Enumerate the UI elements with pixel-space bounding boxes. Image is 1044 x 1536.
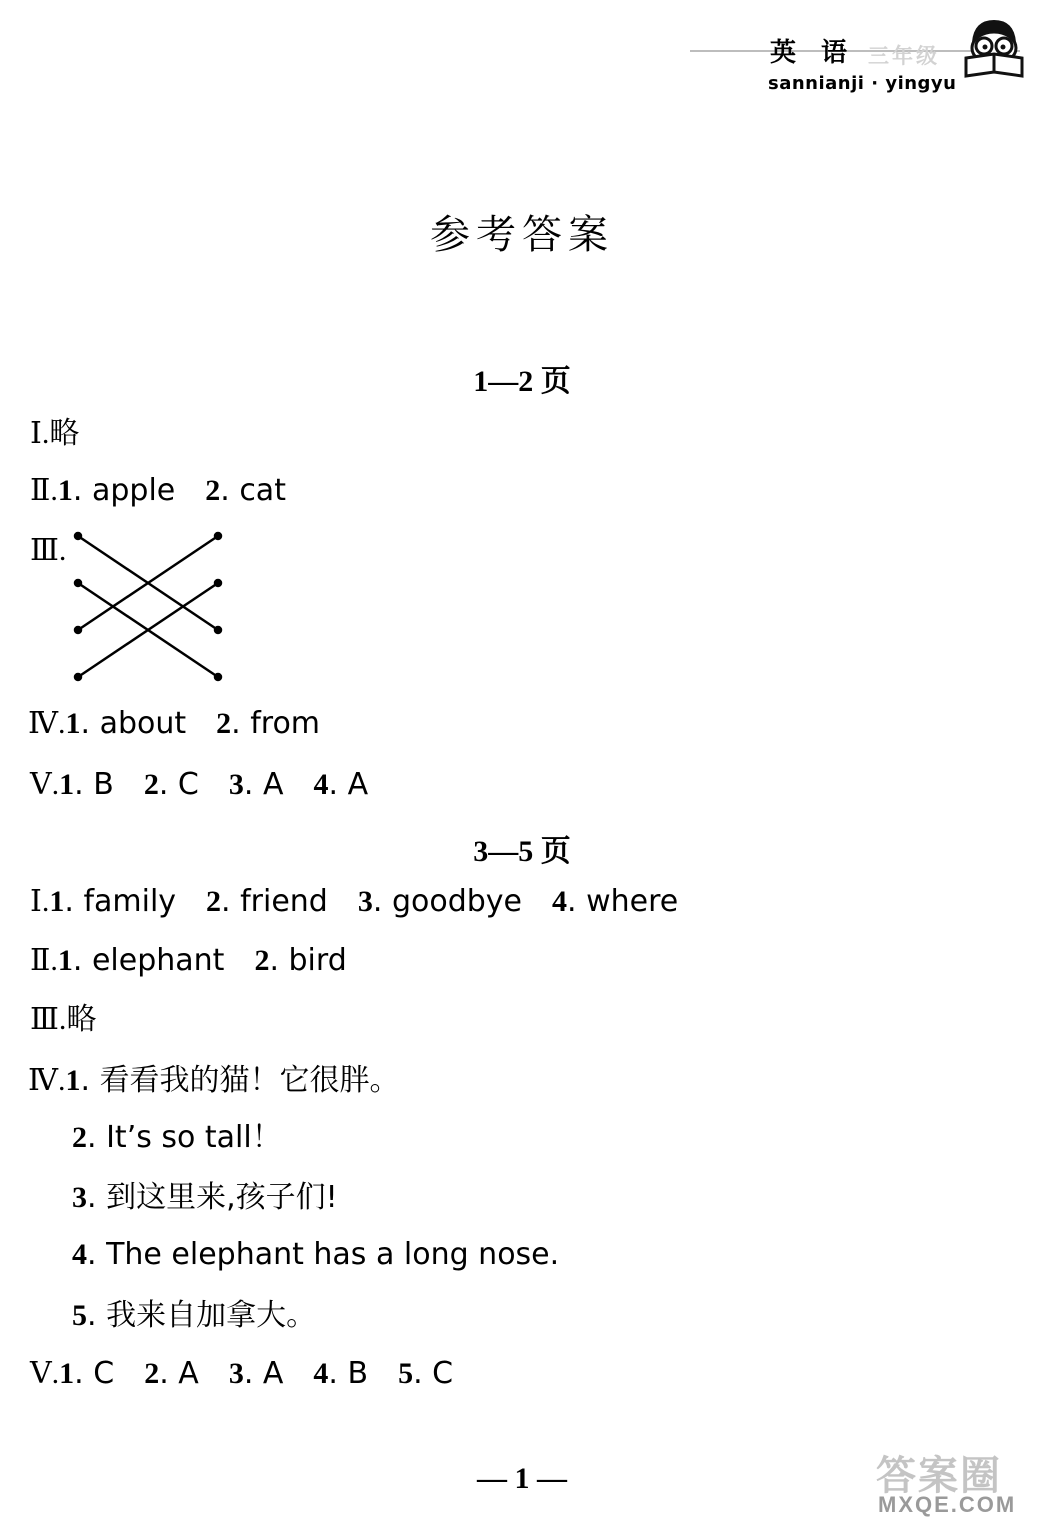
answer-num: 5 [72, 1299, 87, 1332]
roman-numeral: Ⅲ. [30, 534, 67, 567]
answer-text: C [93, 1356, 115, 1391]
answer-text: cat [239, 473, 286, 508]
s1-q4: Ⅳ.1. about 2. from [28, 706, 321, 741]
answer-text: family [83, 884, 177, 919]
answer-num: 1 [59, 1357, 75, 1390]
answer-num: 1 [59, 768, 75, 801]
header-grade: 三年级 [868, 44, 940, 68]
s2-q4-2: 2. It’s so tall！ [72, 1120, 282, 1155]
s2-q4-3: 3. 到这里来,孩子们! [72, 1180, 338, 1215]
watermark-logo: 答案圈 [876, 1453, 1002, 1499]
roman-numeral: Ⅱ. [30, 944, 58, 977]
answer-text: C [432, 1356, 454, 1391]
answer-num: 2 [254, 944, 270, 977]
s2-q4-4: 4. The elephant has a long nose. [72, 1237, 560, 1272]
answer-text: 略 [66, 1002, 97, 1037]
answer-num: 4 [72, 1238, 87, 1271]
page-title: 参考答案 [430, 212, 614, 258]
answer-num: 5 [398, 1357, 414, 1390]
s2-q3 [30, 1002, 96, 1038]
answer-num: 1 [57, 944, 73, 977]
answer-num: 1 [65, 707, 81, 740]
answer-text: It’s so tall！ [106, 1120, 282, 1155]
answer-text: C [177, 767, 199, 802]
answer-num: 2 [216, 707, 232, 740]
answer-num: 2 [206, 885, 222, 918]
answer-num: 1 [49, 885, 65, 918]
answer-text: about [99, 706, 187, 741]
answer-num: 1 [57, 474, 73, 507]
answer-text: B [93, 767, 114, 802]
answer-num: 3 [72, 1181, 87, 1214]
roman-numeral: Ⅴ. [30, 1357, 60, 1390]
section-heading-2: 3—5 页 [473, 835, 571, 868]
section-heading-1: 1—2 页 [473, 365, 571, 398]
answer-text: where [586, 884, 679, 919]
answer-num: 4 [552, 885, 567, 918]
roman-numeral: Ⅳ. [28, 707, 66, 740]
answer-num: 4 [313, 768, 329, 801]
s1-q2: Ⅱ.1. apple 2. cat [30, 473, 286, 508]
answer-text: The elephant has a long nose. [106, 1237, 560, 1272]
header-pinyin: sannianji · yingyu [768, 73, 957, 94]
answer-text: A [262, 1356, 284, 1391]
answer-num: 1 [65, 1064, 81, 1097]
watermark-url: MXQE.COM [878, 1492, 1017, 1517]
roman-numeral: Ⅰ. [30, 885, 50, 918]
answer-text: B [347, 1356, 369, 1391]
page-number: — 1 — [477, 1462, 567, 1495]
matching-lines-diagram [70, 530, 230, 690]
s2-q5: Ⅴ.1. C 2. A 3. A 4. B 5. C [30, 1356, 454, 1391]
answer-text: 略 [49, 416, 80, 451]
reading-kid-mascot-icon [962, 14, 1026, 78]
answer-num: 3 [228, 1357, 244, 1390]
header-subject: 英 语 [770, 38, 856, 68]
answer-num: 2 [205, 474, 221, 507]
answer-text: 到这里来,孩子们! [106, 1180, 338, 1215]
answer-text: friend [240, 884, 328, 919]
answer-text: bird [288, 943, 347, 978]
answer-num: 3 [357, 885, 373, 918]
answer-num: 2 [72, 1121, 87, 1154]
answer-text: from [250, 706, 321, 741]
s2-q4: Ⅳ.1. 看看我的猫！它很胖。 [28, 1063, 400, 1098]
s2-q1: Ⅰ.1. family 2. friend 3. goodbye 4. where [30, 884, 679, 919]
s2-q4-5: 5. 我来自加拿大。 [72, 1298, 317, 1333]
s1-q1 [30, 416, 79, 452]
s1-q5: Ⅴ.1. B 2. C 3. A 4. A [30, 767, 369, 802]
answer-text: A [178, 1356, 199, 1391]
roman-numeral: Ⅴ. [30, 768, 60, 801]
answer-text: goodbye [391, 884, 522, 919]
answer-text: A [347, 767, 369, 802]
s1-q3 [30, 533, 66, 569]
roman-numeral: Ⅰ. [30, 417, 50, 450]
answer-text: apple [91, 473, 176, 508]
answer-text: 我来自加拿大。 [106, 1298, 317, 1333]
answer-text: A [262, 767, 284, 802]
answer-num: 4 [313, 1357, 329, 1390]
answer-num: 2 [144, 1357, 160, 1390]
s2-q2: Ⅱ.1. elephant 2. bird [30, 943, 347, 978]
roman-numeral: Ⅲ. [30, 1003, 67, 1036]
answer-num: 2 [143, 768, 159, 801]
answer-text: elephant [91, 943, 225, 978]
roman-numeral: Ⅱ. [30, 474, 58, 507]
answer-text: 看看我的猫！它很胖。 [99, 1063, 400, 1098]
answer-num: 3 [228, 768, 244, 801]
roman-numeral: Ⅳ. [28, 1064, 66, 1097]
